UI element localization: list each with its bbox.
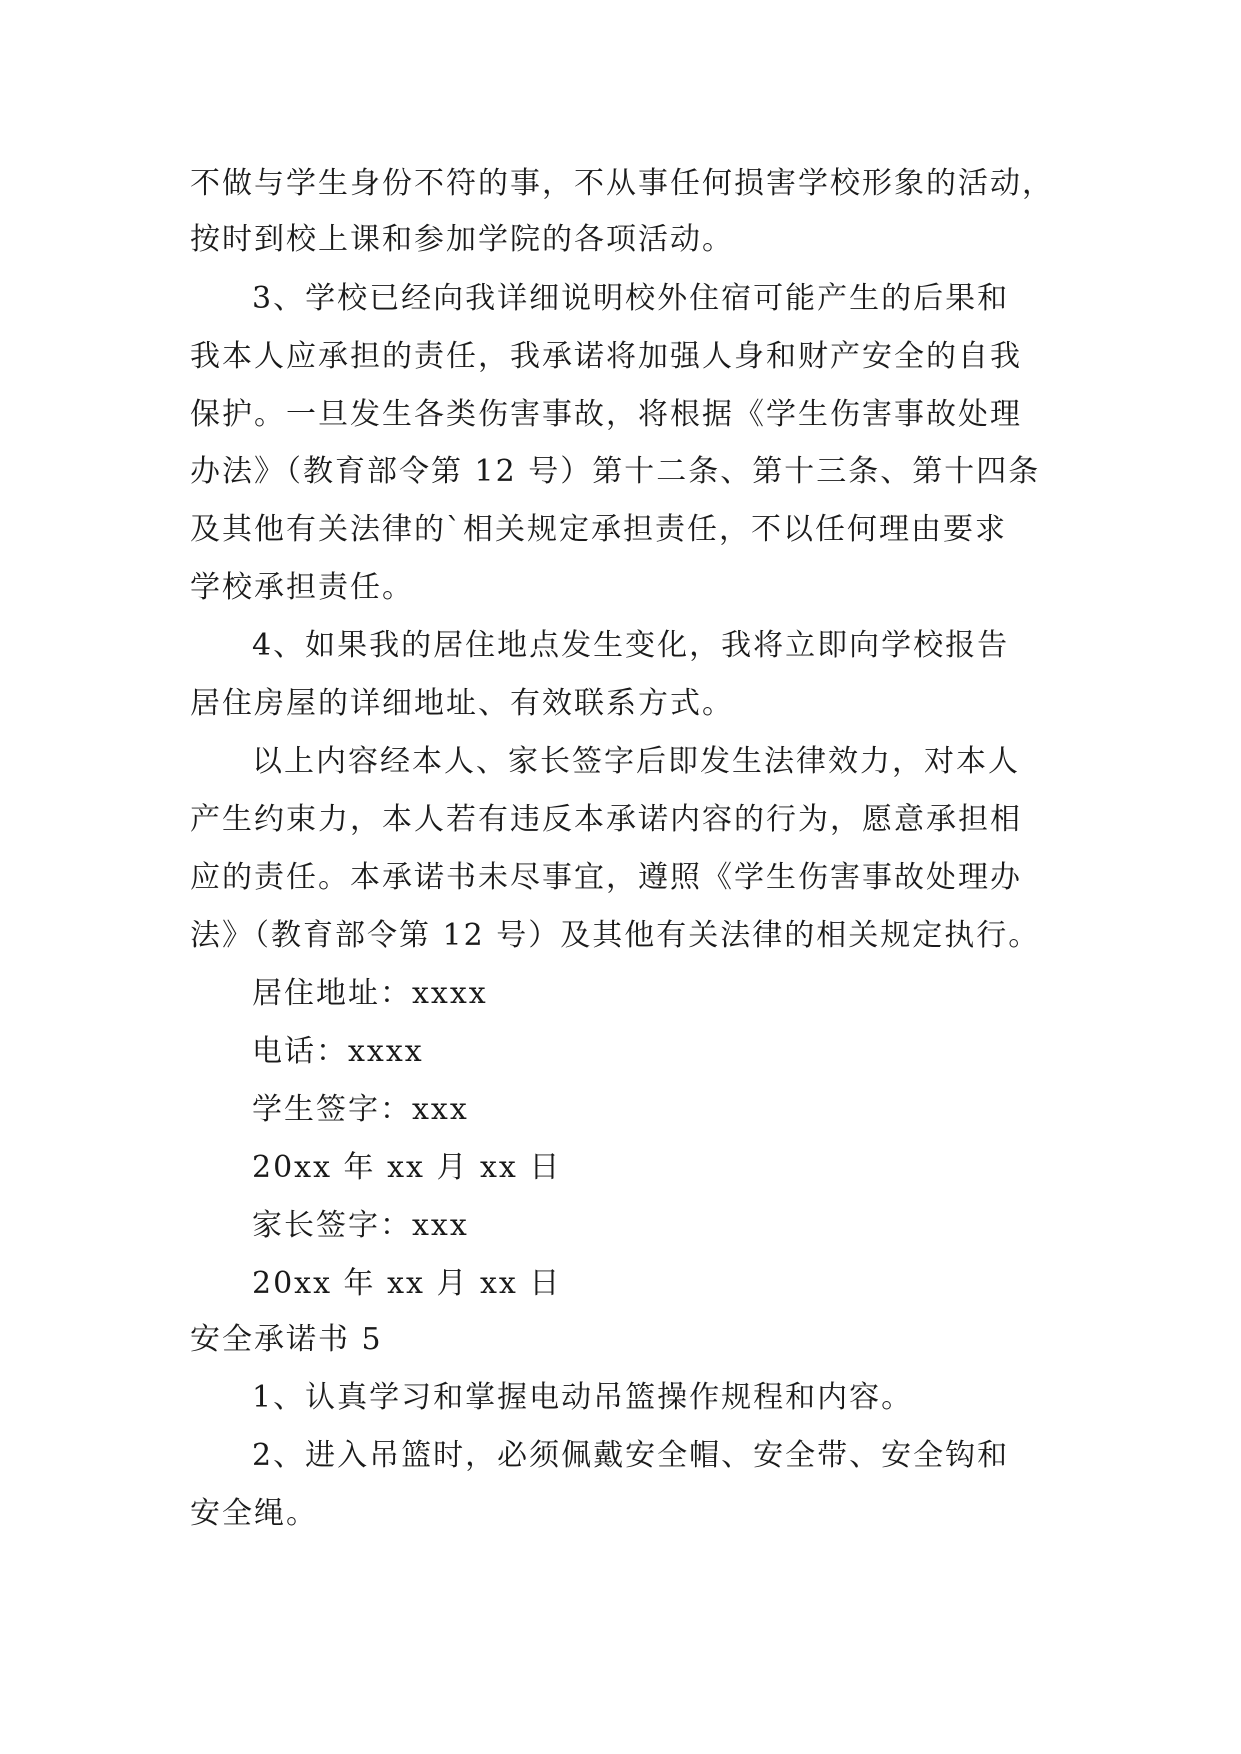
- text-line: 学校承担责任。: [190, 570, 414, 605]
- text-line: 不做与学生身份不符的事，不从事任何损害学校形象的活动，: [190, 166, 1054, 201]
- student-signature: 学生签字：xxx: [252, 1092, 469, 1127]
- text-line: 应的责任。本承诺书未尽事宜，遵照《学生伤害事故处理办: [190, 860, 1022, 895]
- text-line: 及其他有关法律的`相关规定承担责任，不以任何理由要求: [190, 512, 1007, 547]
- section-heading: 安全承诺书 5: [190, 1322, 383, 1357]
- text-line: 3、学校已经向我详细说明校外住宿可能产生的后果和: [252, 281, 1010, 316]
- text-line: 1、认真学习和掌握电动吊篮操作规程和内容。: [252, 1380, 914, 1415]
- text-line: 保护。一旦发生各类伤害事故，将根据《学生伤害事故处理: [190, 397, 1022, 432]
- text-line: 产生约束力，本人若有违反本承诺内容的行为，愿意承担相: [190, 802, 1022, 837]
- text-line: 2、进入吊篮时，必须佩戴安全帽、安全带、安全钩和: [252, 1438, 1010, 1473]
- text-line: 办法》（教育部令第 12 号）第十二条、第十三条、第十四条: [190, 454, 1041, 489]
- text-line: 居住房屋的详细地址、有效联系方式。: [190, 686, 734, 721]
- text-line: 我本人应承担的责任，我承诺将加强人身和财产安全的自我: [190, 339, 1022, 374]
- text-line: 4、如果我的居住地点发生变化，我将立即向学校报告: [252, 628, 1010, 663]
- phone: 电话：xxxx: [252, 1034, 424, 1069]
- residence-address: 居住地址：xxxx: [252, 976, 488, 1011]
- text-line: 按时到校上课和参加学院的各项活动。: [190, 222, 734, 257]
- text-line: 法》（教育部令第 12 号）及其他有关法律的相关规定执行。: [190, 918, 1041, 953]
- text-line: 以上内容经本人、家长签字后即发生法律效力，对本人: [252, 744, 1020, 779]
- student-signature-date: 20xx 年 xx 月 xx 日: [252, 1150, 562, 1185]
- parent-signature-date: 20xx 年 xx 月 xx 日: [252, 1266, 562, 1301]
- parent-signature: 家长签字：xxx: [252, 1208, 469, 1243]
- text-line: 安全绳。: [190, 1496, 318, 1531]
